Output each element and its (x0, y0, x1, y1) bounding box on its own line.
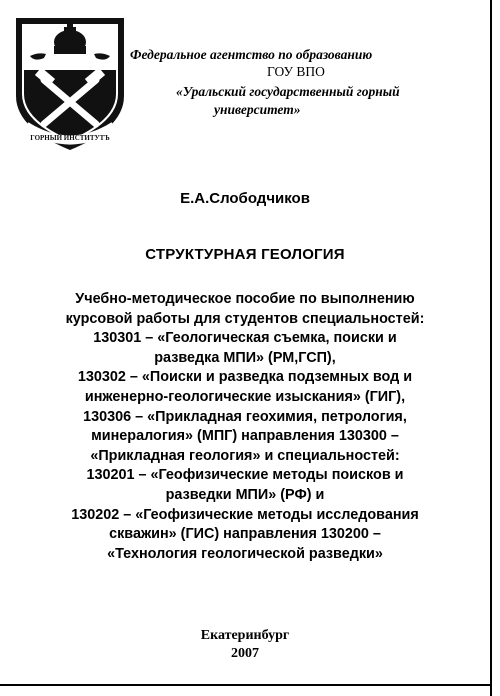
agency-name: Федеральное агентство по образованию (130, 47, 373, 62)
description-line: курсовой работы для студентов специальностей: (65, 310, 425, 327)
publication-year: 2007 (231, 646, 259, 661)
description-line: разведка МПИ» (РМ,ГСП), (154, 349, 336, 366)
page-border-right (490, 0, 492, 696)
university-name-line2: университет» (214, 102, 301, 117)
description-line: «Технология геологической разведки» (107, 545, 383, 562)
description-line: 130201 – «Геофизические методы поисков и (86, 467, 404, 484)
description-line: минералогия» (МПГ) направления 130300 – (91, 428, 399, 445)
description-line: инженерно-геологические изыскания» (ГИГ), (84, 388, 406, 405)
university-name-line1: «Уральский государственный горный (176, 84, 400, 99)
description-line: 130301 – «Геологическая съемка, поиски и (93, 330, 397, 347)
page-border-bottom (0, 684, 492, 686)
description-line: 130202 – «Геофизические методы исследования (71, 506, 419, 523)
description-line: разведки МПИ» (РФ) и (165, 486, 325, 503)
university-emblem (10, 8, 130, 156)
description-line: 130306 – «Прикладная геохимия, петрология, (83, 408, 407, 425)
publication-city: Екатеринбург (200, 628, 290, 643)
description-block (0, 290, 490, 564)
description-line: скважин» (ГИС) направления 130200 – (109, 526, 381, 543)
emblem-text: ГОРНЫЙ ИНСТИТУТЪ (30, 134, 110, 142)
description-line: «Прикладная геология» и специальностей: (90, 447, 400, 464)
description-line: Учебно-методическое пособие по выполнению (75, 291, 415, 307)
institution-type: ГОУ ВПО (267, 64, 325, 79)
author-name: Е.А.Слободчиков (180, 190, 310, 207)
description-line: 130302 – «Поиски и разведка подземных вод и (77, 369, 413, 386)
document-title: СТРУКТУРНАЯ ГЕОЛОГИЯ (145, 246, 345, 263)
